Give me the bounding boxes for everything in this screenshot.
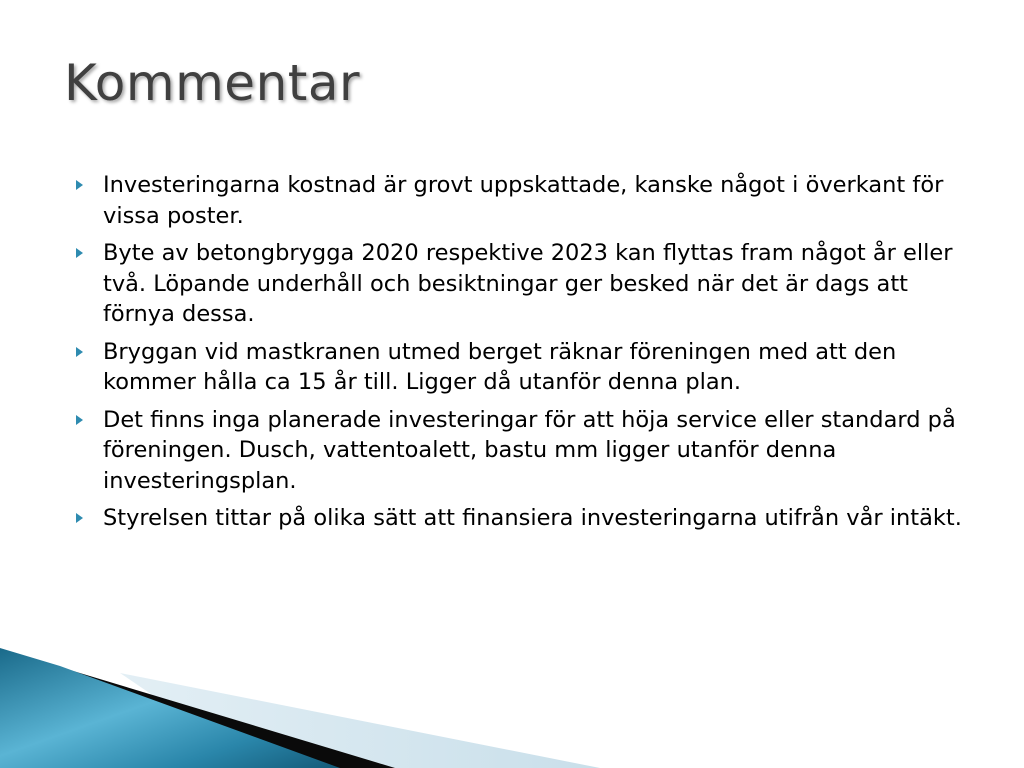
decorative-wave-footer bbox=[0, 560, 1024, 768]
bullet-text: Investeringarna kostnad är grovt uppskattade, kanske något i överkant för vissa poster. bbox=[103, 172, 944, 229]
triangle-bullet-icon bbox=[76, 415, 83, 425]
bullet-item bbox=[72, 503, 972, 534]
triangle-bullet-icon bbox=[76, 513, 83, 523]
bullet-list bbox=[72, 170, 972, 541]
bullet-text: Det finns inga planerade investeringar för att höja service eller standard på föreningen. Dusch, vattentoalett, bastu mm ligger utanför denna investeringsplan. bbox=[103, 406, 956, 494]
triangle-bullet-icon bbox=[76, 347, 83, 357]
bullet-item bbox=[72, 170, 972, 231]
bullet-text: Styrelsen tittar på olika sätt att finansiera investeringarna utifrån vår intäkt. bbox=[103, 505, 962, 531]
bullet-text: Bryggan vid mastkranen utmed berget räknar föreningen med att den kommer hålla ca 15 år till. Ligger då utanför denna plan. bbox=[103, 338, 897, 395]
bullet-item bbox=[72, 405, 972, 497]
bullet-text: Byte av betongbrygga 2020 respektive 2023 kan flyttas fram något år eller två. Löpande underhåll och besiktningar ger besked när det är dags att förnya dessa. bbox=[103, 240, 953, 327]
bullet-item bbox=[72, 238, 972, 330]
slide-title: Kommentar bbox=[64, 54, 361, 112]
triangle-bullet-icon bbox=[76, 180, 83, 190]
triangle-bullet-icon bbox=[76, 248, 83, 258]
bullet-item bbox=[72, 337, 972, 398]
